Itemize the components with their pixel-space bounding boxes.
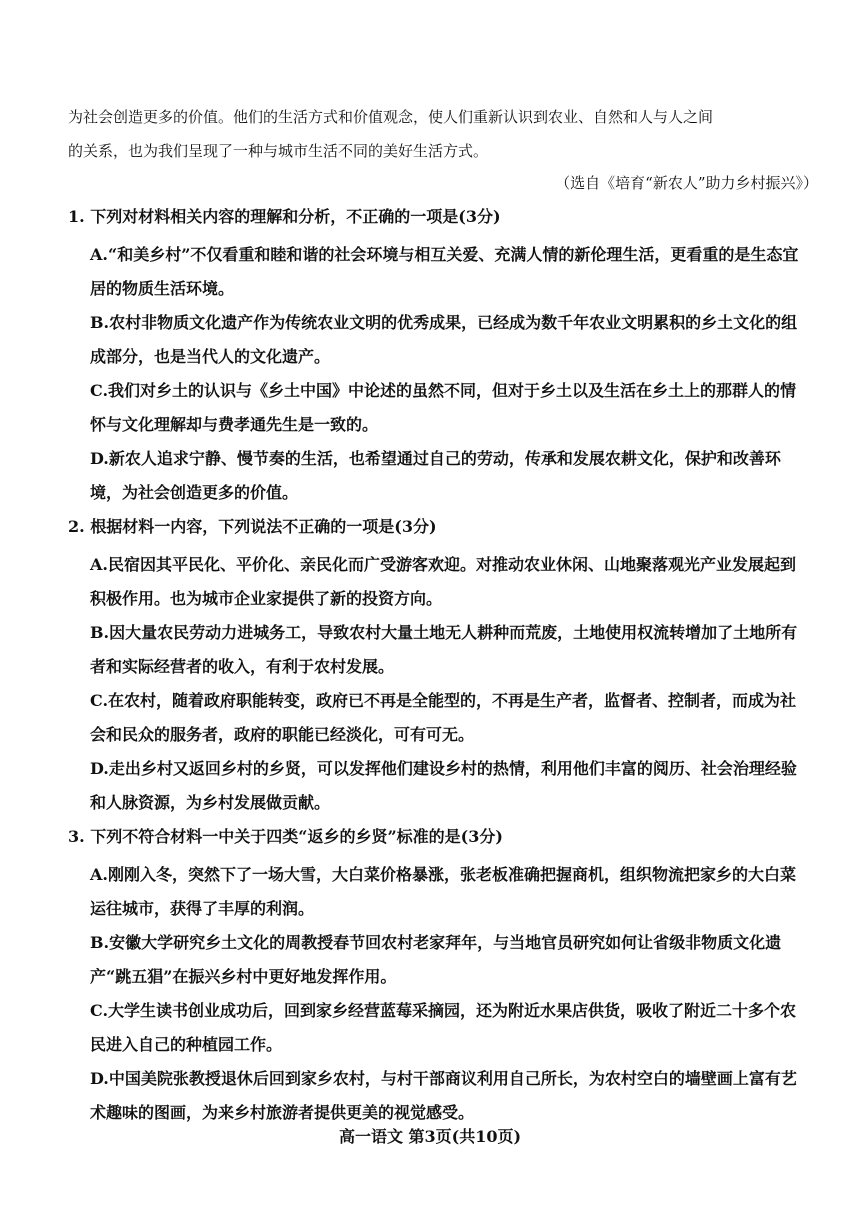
question-2-option-c bbox=[90, 684, 802, 752]
option-text: 安徽大学研究乡土文化的周教授春节回农村老家拜年，与当地官员研究如何让省级非物质文化遗产“跳五猖”在振兴乡村中更好地发挥作用。 bbox=[90, 933, 782, 986]
intro-passage bbox=[68, 100, 810, 168]
option-label: D. bbox=[90, 1069, 109, 1088]
option-text: 刚刚入冬，突然下了一场大雪，大白菜价格暴涨，张老板准确把握商机，组织物流把家乡的大白菜运往城市，获得了丰厚的利润。 bbox=[90, 865, 796, 918]
option-label: C. bbox=[90, 691, 109, 710]
option-text: 我们对乡土的认识与《乡土中国》中论述的虽然不同，但对于乡土以及生活在乡土上的那群人的情怀与文化理解却与费孝通先生是一致的。 bbox=[90, 381, 797, 434]
option-label: B. bbox=[90, 623, 110, 642]
option-label: C. bbox=[90, 1001, 109, 1020]
question-2-option-b bbox=[90, 616, 802, 684]
option-label: D. bbox=[90, 449, 109, 468]
option-text: “和美乡村”不仅看重和睦和谐的社会环境与相互关爱、充满人情的新伦理生活，更看重的是生态宜居的物质生活环境。 bbox=[90, 245, 799, 298]
question-3-option-a bbox=[90, 858, 802, 926]
question-3-option-c bbox=[90, 994, 802, 1062]
question-3-title: 3. 下列不符合材料一中关于四类“返乡的乡贤”标准的是(3分) bbox=[68, 827, 503, 846]
question-2-option-d bbox=[90, 752, 802, 820]
option-text: 新农人追求宁静、慢节奏的生活，也希望通过自己的劳动，传承和发展农耕文化，保护和改善环境，为社会创造更多的价值。 bbox=[90, 449, 781, 502]
option-label: A. bbox=[90, 245, 108, 264]
question-1-option-a bbox=[90, 238, 802, 306]
option-label: B. bbox=[90, 933, 110, 952]
option-label: A. bbox=[90, 555, 108, 574]
option-text: 中国美院张教授退休后回到家乡农村，与村干部商议利用自己所长，为农村空白的墙壁画上富有艺术趣味的图画，为来乡村旅游者提供更美的视觉感受。 bbox=[90, 1069, 797, 1122]
option-text: 农村非物质文化遗产作为传统农业文明的优秀成果，已经成为数千年农业文明累积的乡土文化的组成部分，也是当代人的文化遗产。 bbox=[90, 313, 798, 366]
source-citation: （选自《培育“新农人”助力乡村振兴》） bbox=[555, 174, 818, 192]
question-2-option-a bbox=[90, 548, 802, 616]
option-label: D. bbox=[90, 759, 109, 778]
option-text: 因大量农民劳动力进城务工，导致农村大量土地无人耕种而荒废，土地使用权流转增加了土地所有者和实际经营者的收入，有利于农村发展。 bbox=[90, 623, 798, 676]
question-1-title: 1. 下列对材料相关内容的理解和分析，不正确的一项是(3分) bbox=[68, 207, 501, 226]
question-1-option-b bbox=[90, 306, 802, 374]
option-text: 在农村，随着政府职能转变，政府已不再是全能型的，不再是生产者，监督者、控制者，而成为社会和民众的服务者，政府的职能已经淡化，可有可无。 bbox=[90, 691, 797, 744]
option-label: A. bbox=[90, 865, 108, 884]
option-text: 民宿因其平民化、平价化、亲民化而广受游客欢迎。对推动农业休闲、山地聚落观光产业发展起到积极作用。也为城市企业家提供了新的投资方向。 bbox=[90, 555, 796, 608]
intro-line: 为社会创造更多的价值。他们的生活方式和价值观念，使人们重新认识到农业、自然和人与人之间 bbox=[68, 108, 714, 126]
page-footer: 高一语文 第3页(共10页) bbox=[338, 1127, 522, 1146]
question-1-option-c bbox=[90, 374, 802, 442]
option-text: 大学生读书创业成功后，回到家乡经营蓝莓采摘园，还为附近水果店供货，吸收了附近二十多个农民进入自己的种植园工作。 bbox=[90, 1001, 797, 1054]
option-text: 走出乡村又返回乡村的乡贤，可以发挥他们建设乡村的热情，利用他们丰富的阅历、社会治理经验和人脉资源，为乡村发展做贡献。 bbox=[90, 759, 797, 812]
option-label: C. bbox=[90, 381, 109, 400]
question-3-option-d bbox=[90, 1062, 802, 1130]
option-label: B. bbox=[90, 313, 110, 332]
question-3-option-b bbox=[90, 926, 802, 994]
intro-line: 的关系，也为我们呈现了一种与城市生活不同的美好生活方式。 bbox=[68, 142, 489, 160]
question-1-option-d bbox=[90, 442, 802, 510]
question-2-title: 2. 根据材料一内容，下列说法不正确的一项是(3分) bbox=[68, 517, 437, 536]
